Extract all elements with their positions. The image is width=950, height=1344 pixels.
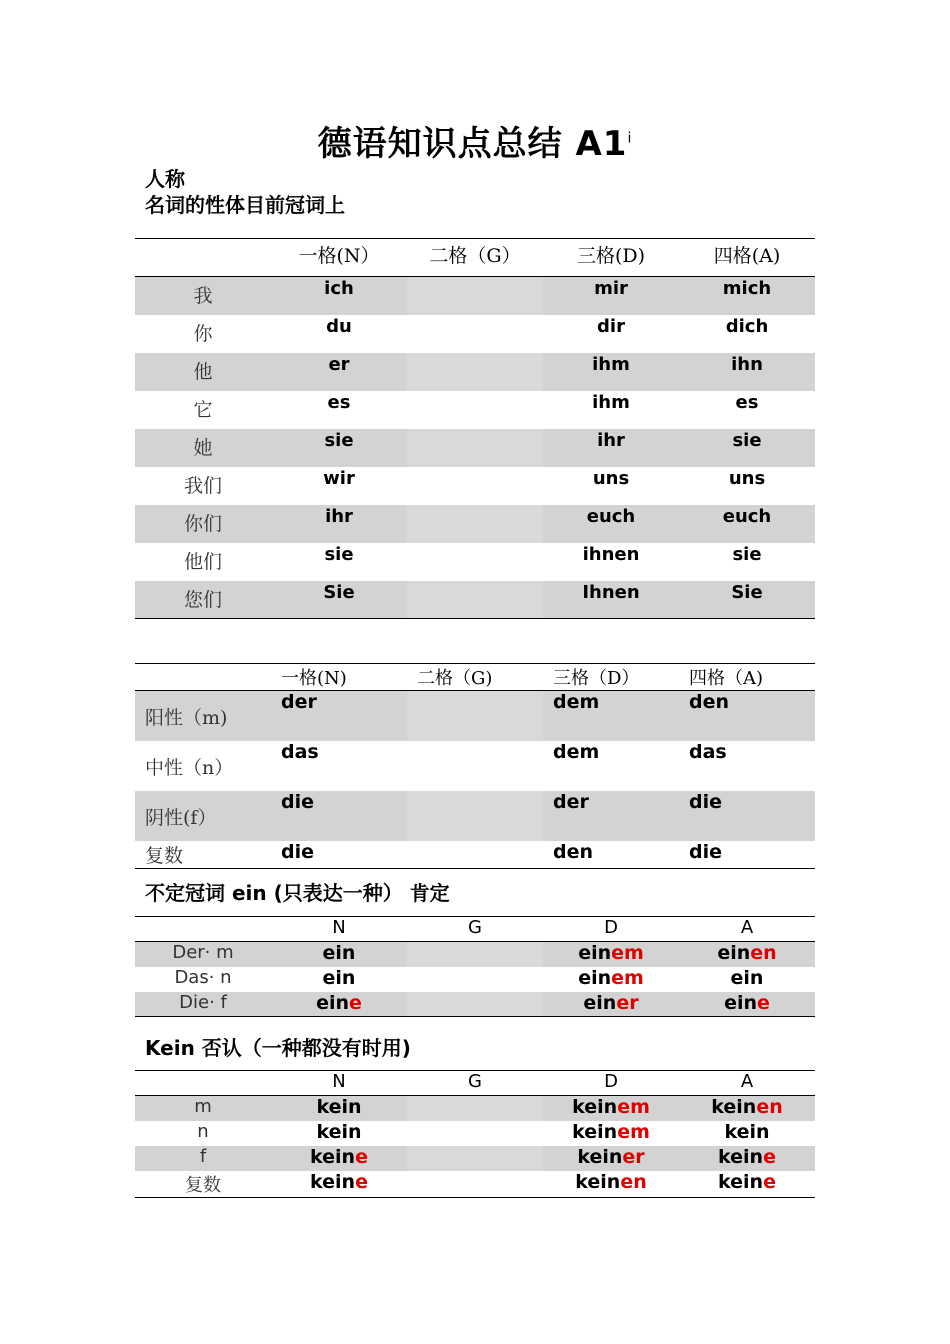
header-cell-d: D: [604, 917, 618, 938]
table-cell: die: [271, 791, 407, 841]
table-cell: uns: [592, 467, 630, 489]
table-row: [135, 1121, 815, 1146]
table-cell: [407, 1096, 543, 1121]
table-cell: sie: [271, 429, 407, 467]
section-heading-indefinite-article: 不定冠词 ein (只表达一种） 肯定: [145, 881, 450, 905]
table-cell: das: [689, 740, 727, 763]
table-cell: es: [735, 391, 759, 413]
table-row: [135, 791, 815, 841]
table-row: [135, 1096, 815, 1121]
table-row: [135, 581, 815, 619]
row-label: 他: [135, 353, 271, 391]
definite-article-table: [135, 663, 815, 869]
table-cell: sie: [324, 543, 354, 565]
table-row: [135, 741, 815, 791]
row-label: 她: [135, 429, 271, 467]
table-cell: keinen: [575, 1170, 647, 1193]
kein-table: [135, 1070, 815, 1198]
table-cell: ihr: [543, 429, 679, 467]
row-label: 复数: [145, 844, 184, 867]
table-cell: ein: [322, 966, 356, 989]
table-cell: [407, 353, 543, 391]
row-label: 我: [135, 277, 271, 315]
table-cell: ich: [271, 277, 407, 315]
table-cell: eine: [679, 992, 815, 1017]
table-cell: Sie: [271, 581, 407, 619]
header-cell-d: D: [604, 1071, 618, 1092]
table-cell: [407, 543, 543, 581]
row-label: 他们: [183, 550, 222, 573]
table-row: [135, 691, 815, 741]
table-cell: [407, 277, 543, 315]
row-label: Die· f: [135, 992, 271, 1017]
table-cell: keinem: [572, 1120, 650, 1143]
table-row: [135, 967, 815, 992]
table-cell: [407, 791, 543, 841]
table-cell: [407, 429, 543, 467]
row-label: 复数: [185, 1174, 221, 1196]
header-cell-g: G: [468, 1071, 482, 1092]
table-cell: dem: [553, 740, 600, 763]
table-cell: [407, 467, 543, 505]
table-row: [135, 277, 815, 315]
table-cell: einen: [679, 942, 815, 967]
table-cell: euch: [679, 505, 815, 543]
row-label: 阳性（m): [135, 691, 271, 741]
header-cell-dative: 三格(D): [576, 245, 646, 267]
table-cell: [407, 942, 543, 967]
table-cell: er: [271, 353, 407, 391]
table-cell: mich: [679, 277, 815, 315]
row-label: 它: [193, 398, 213, 421]
table-row: [135, 391, 815, 429]
table-cell: keinen: [679, 1096, 815, 1121]
table-cell: [407, 967, 543, 992]
table-cell: [407, 741, 543, 791]
table-cell: [407, 1121, 543, 1146]
pronoun-case-table: [135, 238, 815, 619]
table-header-row: [135, 917, 815, 942]
table-header-row: [135, 664, 815, 691]
title-footnote-marker: i: [627, 130, 633, 147]
indefinite-article-table: [135, 916, 815, 1017]
table-cell: [407, 1146, 543, 1171]
table-cell: [407, 505, 543, 543]
table-cell: der: [543, 791, 679, 841]
table-cell: einer: [543, 992, 679, 1017]
header-cell: [135, 1071, 271, 1096]
table-cell: kein: [724, 1120, 770, 1143]
header-cell: [135, 239, 271, 277]
table-cell: die: [689, 840, 722, 863]
header-cell-genitive: 二格（G）: [429, 245, 521, 267]
table-cell: [407, 581, 543, 619]
table-cell: ein: [271, 942, 407, 967]
table-cell: den: [679, 691, 815, 741]
row-label: Das· n: [174, 966, 232, 988]
section-heading-person: 人称: [145, 167, 185, 191]
header-cell-n: N: [332, 1071, 346, 1092]
table-cell: uns: [728, 467, 766, 489]
table-cell: ihm: [543, 353, 679, 391]
header-cell-dative: 三格（D）: [553, 668, 640, 689]
table-cell: sie: [679, 429, 815, 467]
table-header-row: [135, 1071, 815, 1096]
header-cell-nominative: 一格(N）: [298, 245, 380, 267]
section-heading-noun-gender: 名词的性体目前冠词上: [145, 193, 345, 217]
table-cell: [407, 391, 543, 429]
header-cell-accusative: 四格(A): [713, 245, 781, 267]
table-cell: [407, 691, 543, 741]
table-row: [135, 505, 815, 543]
table-cell: eine: [271, 992, 407, 1017]
table-cell: du: [326, 315, 352, 337]
table-cell: der: [271, 691, 407, 741]
table-cell: ihnen: [582, 543, 640, 565]
row-label: 中性（n）: [145, 756, 234, 779]
row-label: 你们: [135, 505, 271, 543]
table-cell: die: [679, 791, 815, 841]
header-cell-n: N: [332, 917, 346, 938]
table-row: [135, 315, 815, 353]
table-cell: keiner: [543, 1146, 679, 1171]
page-title: 德语知识点总结 A1$^i$: [317, 124, 633, 164]
row-label: f: [135, 1146, 271, 1171]
table-cell: [407, 841, 543, 869]
row-label: Der· m: [135, 942, 271, 967]
row-label: 你: [193, 322, 213, 345]
table-row: [135, 841, 815, 869]
table-row: [135, 353, 815, 391]
table-cell: dir: [597, 315, 625, 337]
table-cell: keine: [271, 1146, 407, 1171]
header-cell: [135, 917, 271, 942]
table-row: [135, 1171, 815, 1198]
row-label: n: [197, 1120, 209, 1142]
table-row: [135, 467, 815, 505]
row-label: 我们: [183, 474, 222, 497]
table-cell: die: [281, 840, 314, 863]
table-cell: [407, 992, 543, 1017]
table-cell: dich: [725, 315, 769, 337]
table-cell: Ihnen: [543, 581, 679, 619]
table-row: [135, 1146, 815, 1171]
table-cell: sie: [732, 543, 762, 565]
table-cell: euch: [543, 505, 679, 543]
table-cell: keine: [679, 1146, 815, 1171]
header-cell-a: A: [740, 917, 754, 938]
section-heading-kein: Kein 否认（一种都没有时用): [145, 1036, 411, 1060]
table-cell: es: [327, 391, 351, 413]
table-cell: einem: [578, 966, 644, 989]
table-cell: mir: [543, 277, 679, 315]
table-cell: ein: [730, 966, 764, 989]
table-row: [135, 992, 815, 1017]
table-header-row: [135, 239, 815, 277]
table-cell: [407, 315, 543, 353]
row-label: 阴性(f）: [135, 791, 271, 841]
table-cell: keinem: [543, 1096, 679, 1121]
table-cell: ihn: [679, 353, 815, 391]
table-cell: ihr: [271, 505, 407, 543]
table-row: [135, 429, 815, 467]
table-cell: [407, 1171, 543, 1198]
header-cell: [135, 664, 271, 691]
table-cell: keine: [718, 1170, 776, 1193]
row-label: 您们: [135, 581, 271, 619]
table-cell: einem: [543, 942, 679, 967]
header-cell-genitive: 二格（G): [417, 668, 493, 689]
table-cell: ihm: [592, 391, 630, 413]
table-cell: Sie: [679, 581, 815, 619]
table-cell: wir: [323, 467, 355, 489]
header-cell-accusative: 四格（A): [689, 668, 764, 689]
header-cell-a: A: [740, 1071, 754, 1092]
table-cell: das: [281, 740, 319, 763]
table-cell: dem: [543, 691, 679, 741]
header-cell-g: G: [468, 917, 482, 938]
row-label: m: [135, 1096, 271, 1121]
header-cell-nominative: 一格(N): [281, 668, 347, 689]
table-cell: kein: [316, 1120, 362, 1143]
table-cell: den: [553, 840, 594, 863]
table-row: [135, 543, 815, 581]
table-cell: keine: [310, 1170, 368, 1193]
table-cell: kein: [271, 1096, 407, 1121]
table-row: [135, 942, 815, 967]
